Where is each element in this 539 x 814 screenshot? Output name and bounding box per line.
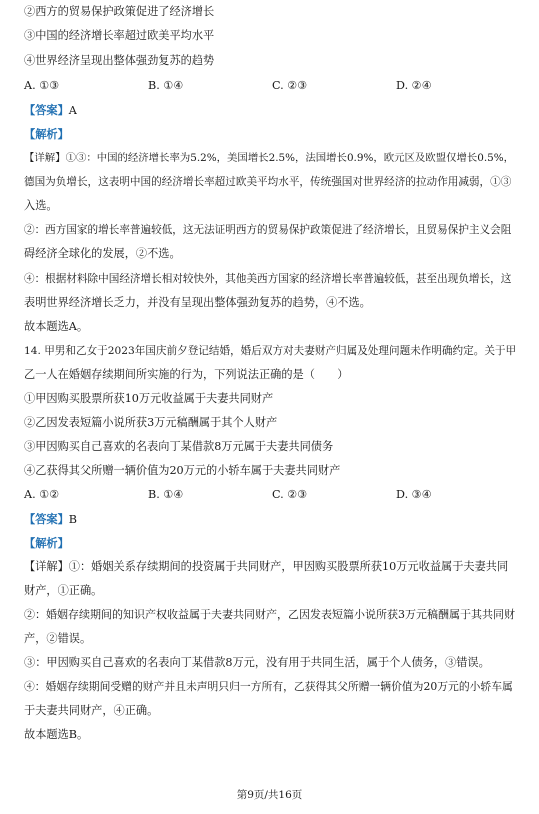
explanation-text: ①：婚姻关系存续期间的投资属于共同财产，甲因购买股票所获10万元收益属于夫妻共同 bbox=[68, 560, 509, 573]
q14-explanation-line-5: ③：甲因购买自己喜欢的名表向丁某借款8万元，没有用于共同生活，属于个人债务，③错误。 bbox=[24, 656, 490, 669]
q14-analysis-heading bbox=[24, 535, 519, 552]
q13-conclusion: 故本题选A。 bbox=[24, 320, 89, 333]
q13-explanation-line-1 bbox=[24, 150, 519, 166]
q14-options bbox=[24, 487, 519, 503]
q13-option-d: D. ②④ bbox=[396, 79, 432, 92]
q14-option-a: A. ①② bbox=[24, 488, 60, 501]
q14-explanation-line-4: 产，②错误。 bbox=[24, 632, 92, 645]
q13-item-2: ②西方的贸易保护政策促进了经济增长 bbox=[24, 5, 215, 18]
q13-explanation-line-6: ④：根据材料除中国经济增长相对较快外，其他美西方国家的经济增长率普遍较低，甚至出现负增长，这 bbox=[24, 273, 512, 285]
q13-option-b: B. ①④ bbox=[148, 79, 184, 92]
q13-analysis-heading bbox=[24, 126, 519, 143]
explanation-text: ①③：中国的经济增长率为5.2%，美国增长2.5%，法国增长0.9%，欧元区及欧盟仅增长0.5%， bbox=[65, 152, 515, 164]
analysis-tag: 【解析】 bbox=[24, 127, 69, 141]
answer-tag: 【答案】 bbox=[24, 512, 69, 526]
q14-item-4: ④乙获得其父所赠一辆价值为20万元的小轿车属于夫妻共同财产 bbox=[24, 464, 341, 477]
q14-option-c: C. ②③ bbox=[272, 488, 308, 501]
q14-explanation-line-7: 于夫妻共同财产，④正确。 bbox=[24, 704, 159, 717]
q13-explanation-line-3: 入选。 bbox=[24, 199, 58, 212]
q14-option-b: B. ①④ bbox=[148, 488, 184, 501]
q14-stem-line-2: 乙一人在婚姻存续期间所实施的行为，下列说法正确的是（ ） bbox=[24, 368, 349, 381]
q13-item-4: ④世界经济呈现出整体强劲复苏的趋势 bbox=[24, 54, 215, 67]
q13-option-a: A. ①③ bbox=[24, 79, 60, 92]
q13-explanation-line-7: 表明世界经济增长乏力，并没有呈现出整体强劲复苏的趋势，④不选。 bbox=[24, 296, 371, 309]
q14-explanation-line-1 bbox=[24, 559, 519, 575]
q13-item-3: ③中国的经济增长率超过欧美平均水平 bbox=[24, 29, 215, 42]
q13-options bbox=[24, 78, 519, 94]
answer-value: A bbox=[68, 104, 77, 117]
answer-value: B bbox=[68, 513, 77, 526]
q14-conclusion: 故本题选B。 bbox=[24, 728, 89, 741]
q14-item-3: ③甲因购买自己喜欢的名表向丁某借款8万元属于夫妻共同债务 bbox=[24, 440, 334, 453]
page-number-footer: 第9页/共16页 bbox=[236, 789, 303, 801]
q13-explanation-line-5: 碍经济全球化的发展，②不选。 bbox=[24, 247, 181, 260]
q14-stem-line-1: 14. 甲男和乙女于2023年国庆前夕登记结婚，婚后双方对夫妻财产归属及处理问题未作明确约定。关于甲 bbox=[24, 345, 517, 357]
q14-explanation-line-3: ②：婚姻存续期间的知识产权收益属于夫妻共同财产，乙因发表短篇小说所获3万元稿酬属于其共同财 bbox=[24, 608, 515, 621]
q13-option-c: C. ②③ bbox=[272, 79, 308, 92]
q13-answer bbox=[24, 102, 519, 119]
detail-tag: 【详解】 bbox=[24, 152, 66, 164]
detail-tag: 【详解】 bbox=[24, 560, 69, 573]
q14-explanation-line-2: 财产，①正确。 bbox=[24, 584, 103, 597]
answer-tag: 【答案】 bbox=[24, 103, 69, 117]
q13-explanation-line-4: ②：西方国家的增长率普遍较低，这无法证明西方的贸易保护政策促进了经济增长，且贸易保护主义会阻 bbox=[24, 224, 512, 236]
q14-item-1: ①甲因购买股票所获10万元收益属于夫妻共同财产 bbox=[24, 392, 274, 405]
q14-item-2: ②乙因发表短篇小说所获3万元稿酬属于其个人财产 bbox=[24, 416, 278, 429]
q13-explanation-line-2: 德国为负增长，这表明中国的经济增长率超过欧美平均水平，传统强国对世界经济的拉动作用减弱，①③ bbox=[24, 176, 512, 188]
q14-option-d: D. ③④ bbox=[396, 488, 432, 501]
q14-explanation-line-6: ④：婚姻存续期间受赠的财产并且未声明只归一方所有，乙获得其父所赠一辆价值为20万元的小轿车属 bbox=[24, 680, 513, 693]
analysis-tag: 【解析】 bbox=[24, 536, 69, 550]
q14-answer bbox=[24, 511, 519, 528]
